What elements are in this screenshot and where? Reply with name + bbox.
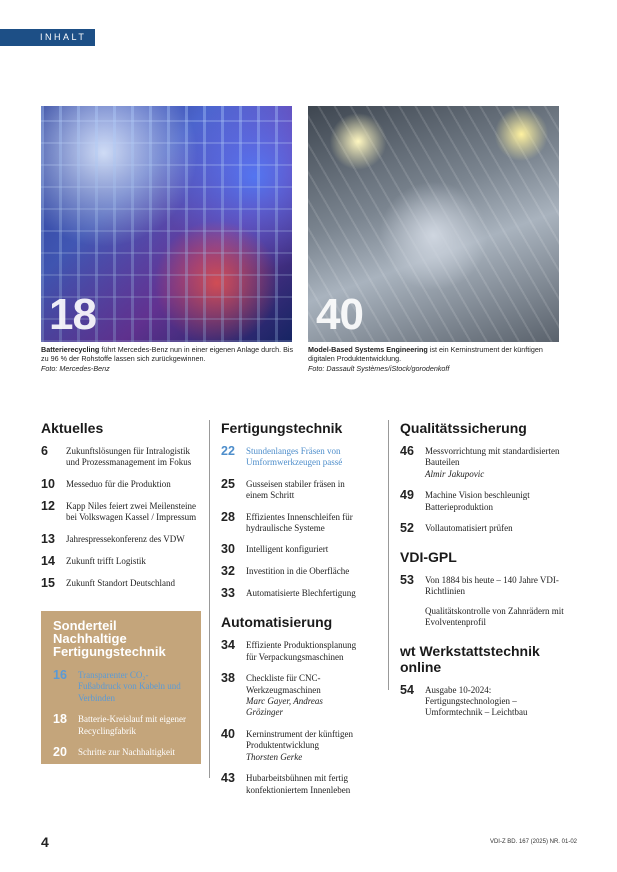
toc-entry[interactable] xyxy=(221,542,361,556)
mbse-photo xyxy=(308,106,559,342)
sonderteil-title-line: Nachhaltige xyxy=(53,631,127,646)
toc-page: 18 xyxy=(53,712,67,727)
toc-entry[interactable] xyxy=(221,586,361,600)
toc-title: Kerninstrument der künftigen Produktentwicklung xyxy=(246,728,353,751)
toc-entry[interactable] xyxy=(221,477,361,502)
photo-credit: Foto: Mercedes-Benz xyxy=(41,363,110,373)
toc-text: Ausgabe 10-2024: Fertigungstechnologien – Umformtechnik – Leichtbau xyxy=(425,684,528,718)
toc-entry[interactable] xyxy=(53,668,189,704)
toc-page: 12 xyxy=(41,498,55,513)
toc-page xyxy=(400,604,425,629)
page-number: 4 xyxy=(41,834,49,850)
section-title: wt Werkstattstechnik online xyxy=(400,642,540,675)
toc-page: 30 xyxy=(221,542,235,557)
toc-entry[interactable] xyxy=(41,576,201,590)
toc-text: Messeduo für die Produktion xyxy=(66,478,171,489)
section-title: Automatisierung xyxy=(221,614,333,631)
caption-text: ist ein Kerninstrument der künftigen digitalen Produktentwicklung. xyxy=(308,345,543,364)
toc-page: 14 xyxy=(41,553,55,568)
toc-text: Zukunft Standort Deutschland xyxy=(66,577,175,588)
photo-caption xyxy=(41,345,296,373)
section-title: Qualitätssicherung xyxy=(400,420,527,436)
caption-bold: Model-Based Systems Engineering xyxy=(308,345,428,354)
toc-page: 6 xyxy=(41,444,48,458)
toc-entry[interactable] xyxy=(221,444,361,469)
section-title: Aktuelles xyxy=(41,420,104,436)
toc-author: Almir Jakupovic xyxy=(425,468,485,479)
toc-entry[interactable] xyxy=(221,771,361,796)
toc-title: Messvorrichtung mit standardisierten Bauteilen xyxy=(425,446,560,468)
toc-entry[interactable] xyxy=(53,712,189,737)
column-fertigung xyxy=(209,420,361,795)
toc-page: 52 xyxy=(400,521,414,536)
toc-text: Zukunftslösungen für Intralogistik und Prozessmanagement im Fokus xyxy=(66,446,192,468)
caption-bold: Batterierecycling xyxy=(41,345,100,354)
toc-text: Intelligent konfiguriert xyxy=(246,544,329,555)
toc-author: Marc Gayer, Andreas Grözinger xyxy=(246,696,323,718)
toc-page: 13 xyxy=(41,531,55,546)
toc-page: 10 xyxy=(41,476,55,491)
toc-page: 46 xyxy=(400,444,414,458)
toc-entry[interactable] xyxy=(221,638,361,663)
battery-recycling-photo xyxy=(41,106,292,342)
toc-text: Batterie-Kreislauf mit eigener Recyclingfabrik xyxy=(78,714,186,736)
photo-page-number: 40 xyxy=(316,290,363,339)
toc-text: Qualitätskontrolle von Zahnrädern mit Evolventenprofil xyxy=(425,605,564,628)
sonderteil-box xyxy=(41,611,201,764)
section-title: Fertigungstechnik xyxy=(221,420,343,436)
photo-page-number: 18 xyxy=(49,290,96,339)
toc-title: Checkliste für CNC-Werkzeugmaschinen xyxy=(246,673,321,695)
toc-text: Zukunft trifft Logistik xyxy=(66,555,146,566)
toc-text: Jahrespressekonferenz des VDW xyxy=(66,533,185,544)
toc-text xyxy=(246,671,361,719)
toc-page: 25 xyxy=(221,476,235,491)
toc-text: Machine Vision beschleunigt Batterieproduktion xyxy=(425,490,530,512)
toc-entry[interactable] xyxy=(221,727,361,763)
sonderteil-title xyxy=(53,619,189,658)
toc-page: 20 xyxy=(53,745,67,760)
toc-entry[interactable] xyxy=(400,683,573,719)
toc-page: 15 xyxy=(41,575,55,590)
toc-entry[interactable] xyxy=(53,745,189,759)
toc-text xyxy=(246,727,361,763)
toc-text: Transparenter CO₂-Fußabdruck von Kabeln und Verbinden xyxy=(78,670,181,703)
toc-text: Vollautomatisiert prüfen xyxy=(425,523,513,534)
toc-page: 49 xyxy=(400,488,414,503)
toc-text: Automatisierte Blechfertigung xyxy=(246,588,356,599)
toc-page: 33 xyxy=(221,586,235,601)
toc-text: Schritte zur Nachhaltigkeit xyxy=(78,747,175,758)
toc-text: Stundenlanges Fräsen von Umformwerkzeugen passé xyxy=(246,446,343,468)
toc-page: 53 xyxy=(400,573,414,588)
toc-page: 34 xyxy=(221,638,235,653)
section-tag: INHALT xyxy=(0,29,95,46)
toc-text xyxy=(425,444,573,480)
toc-text: Investition in die Oberfläche xyxy=(246,566,350,577)
photo-caption xyxy=(308,345,568,373)
photo-credit: Foto: Dassault Systèmes/iStock/gorodenkoff xyxy=(308,363,450,373)
toc-entry[interactable] xyxy=(400,573,573,598)
issue-reference: VDI-Z BD. 167 (2025) NR. 01-02 xyxy=(489,839,577,845)
toc-entry[interactable] xyxy=(41,499,201,524)
toc-page: 43 xyxy=(221,771,235,786)
toc-entry[interactable] xyxy=(400,521,573,535)
toc-page: 28 xyxy=(221,509,235,524)
toc-entry[interactable] xyxy=(400,444,573,480)
toc-text: Effizientes Innenschleifen für hydraulische Systeme xyxy=(246,511,353,534)
toc-page: 22 xyxy=(221,444,235,458)
toc-page: 40 xyxy=(221,726,235,741)
toc-entry[interactable] xyxy=(221,564,361,578)
toc-entry[interactable] xyxy=(41,477,201,491)
sonderteil-title-line: Fertigungstechnik xyxy=(53,644,166,659)
toc-text: Effiziente Produktionsplanung für Verpackungsmaschinen xyxy=(246,640,357,662)
column-qualitaet xyxy=(388,420,573,718)
toc-entry[interactable] xyxy=(41,554,201,568)
caption-text: führt Mercedes-Benz nun in einer eigenen Anlage durch. Bis zu 96 % der Rohstoffe lassen sich zurückgewinnen. xyxy=(41,345,294,364)
toc-entry[interactable] xyxy=(41,444,201,469)
toc-entry[interactable] xyxy=(221,671,361,719)
column-aktuelles xyxy=(41,420,201,590)
sonderteil-title-line: Sonderteil xyxy=(53,618,117,633)
section-title: VDI-GPL xyxy=(400,549,457,566)
toc-page: 32 xyxy=(221,564,235,579)
toc-page: 38 xyxy=(221,671,235,686)
toc-entry[interactable] xyxy=(400,604,573,629)
toc-page: 54 xyxy=(400,682,414,697)
toc-text: Kapp Niles feiert zwei Meilensteine bei Volkswagen Kassel / Impressum xyxy=(66,500,197,523)
toc-author: Thorsten Gerke xyxy=(246,751,303,762)
toc-text: Von 1884 bis heute – 140 Jahre VDI-Richtlinien xyxy=(425,575,559,597)
toc-page: 16 xyxy=(53,668,67,682)
toc-entry[interactable] xyxy=(41,532,201,546)
toc-entry[interactable] xyxy=(221,510,361,535)
toc-text: Gusseisen stabiler fräsen in einem Schritt xyxy=(246,478,345,501)
toc-entry[interactable] xyxy=(400,488,573,513)
toc-text: Hubarbeitsbühnen mit fertig konfektioniertem Innenleben xyxy=(246,773,351,795)
